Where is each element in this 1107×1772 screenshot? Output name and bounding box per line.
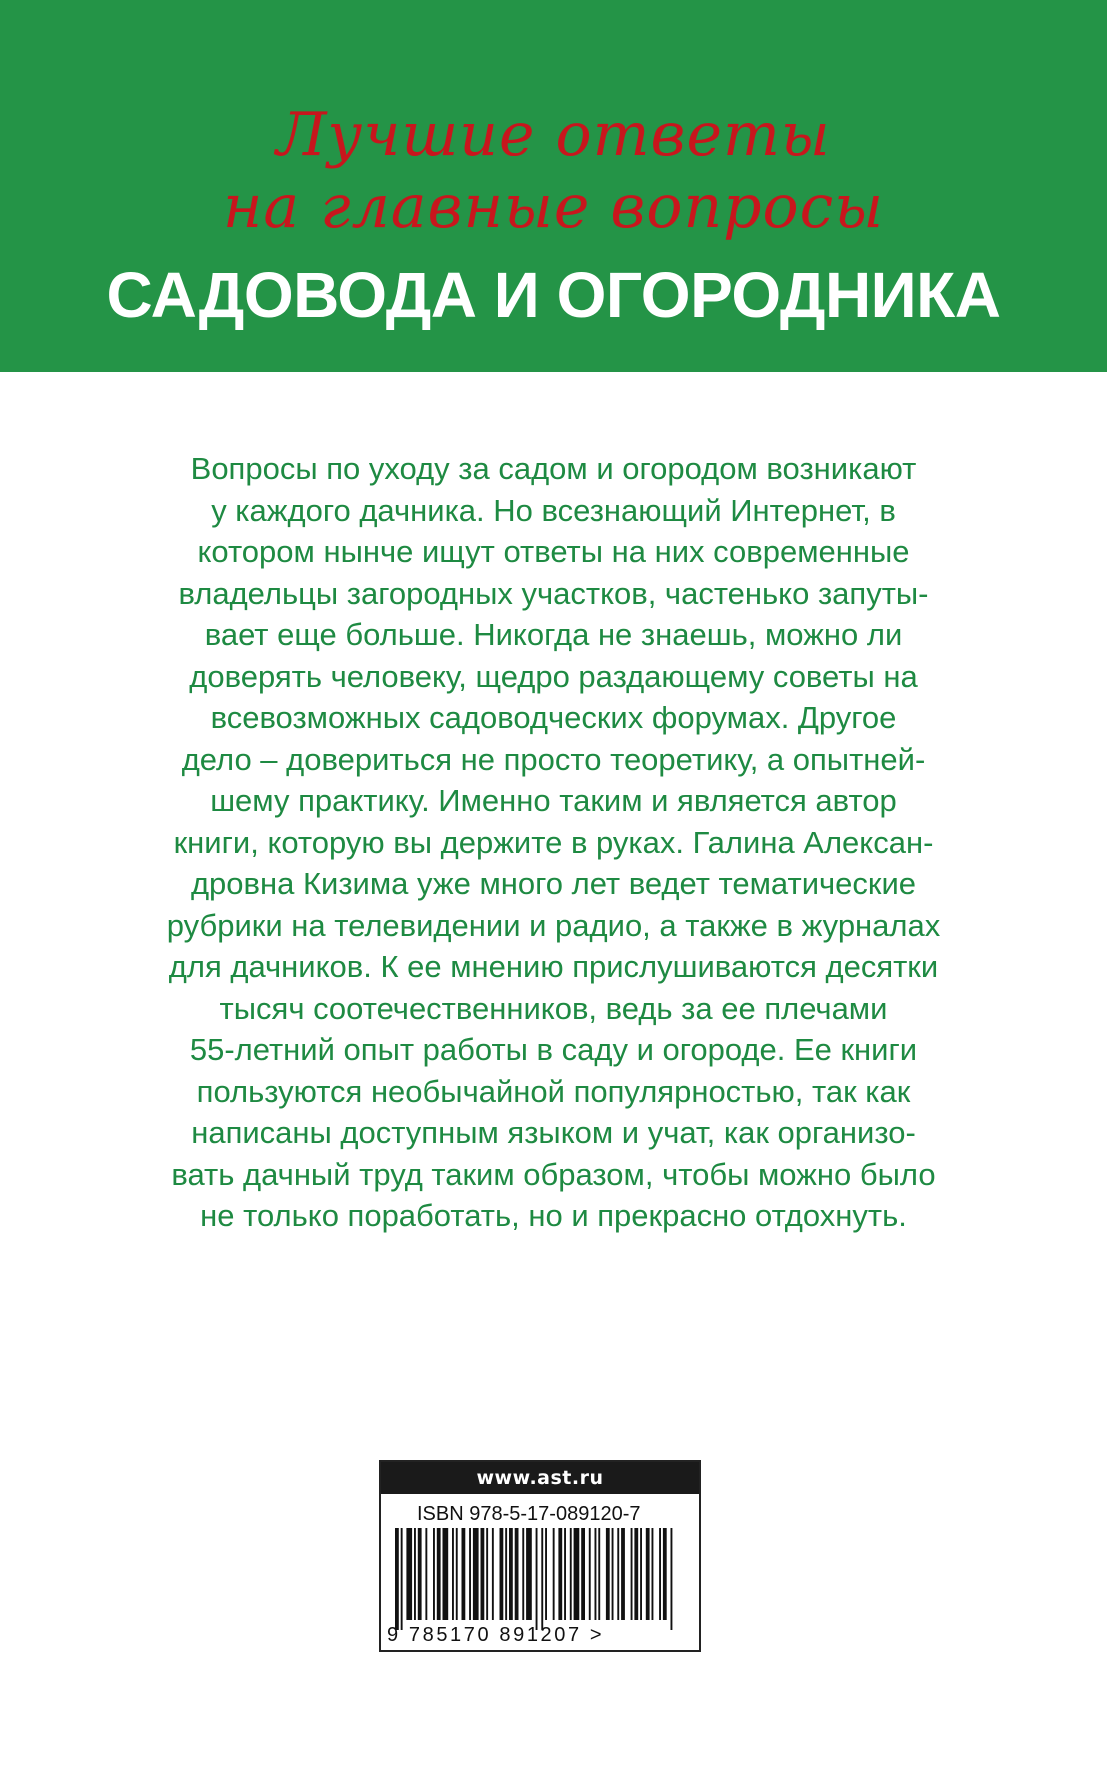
barcode-bar [414, 1528, 416, 1620]
barcode-bar [469, 1528, 471, 1620]
barcode-bar [437, 1528, 441, 1620]
barcode-bar [425, 1528, 427, 1620]
barcode-bar [646, 1528, 650, 1620]
barcode-bar [640, 1528, 642, 1620]
barcode-bar [663, 1528, 667, 1620]
barcode-bar [581, 1528, 585, 1620]
description-line: вать дачный труд таким образом, чтобы можно было [171, 1156, 936, 1192]
barcode-bar [617, 1528, 619, 1620]
barcode-bar [570, 1528, 572, 1620]
barcode-bar [505, 1528, 507, 1620]
description-line: для дачников. К ее мнению прислушиваются десятки [168, 949, 939, 984]
barcode-bar [406, 1528, 412, 1620]
book-description [80, 448, 1027, 1237]
description-line: дровна Кизима уже много лет ведет тематические [190, 866, 917, 901]
ean-digits: 9 785170 891207 > [387, 1624, 605, 1646]
barcode-bar [589, 1528, 591, 1620]
description-line: вает еще больше. Никогда не знаешь, можно ли [204, 617, 903, 652]
header-band [0, 0, 1107, 372]
barcode-bar [558, 1528, 562, 1620]
barcode-bar [545, 1528, 547, 1620]
barcode-bar [509, 1528, 513, 1620]
book-title: САДОВОДА И ОГОРОДНИКА [106, 259, 1001, 331]
barcode-bars [381, 1528, 699, 1638]
barcode-bar [433, 1528, 435, 1620]
isbn-number: ISBN 978-5-17-089120-7 [417, 1503, 641, 1525]
description-line: дело – довериться не просто теоретику, а опытней- [181, 741, 926, 777]
barcode-bar [634, 1528, 638, 1620]
barcode-bar [522, 1528, 524, 1620]
description-line: шему практику. Именно таким и является автор [210, 783, 897, 818]
barcode-bar [452, 1528, 454, 1620]
barcode-bar [595, 1528, 597, 1620]
barcode-bar [526, 1528, 532, 1620]
series-title-line-1: Лучшие ответы [276, 100, 831, 170]
description-line: написаны доступным языком и учат, как организо- [191, 1115, 916, 1150]
barcode-bar [659, 1528, 661, 1620]
description-line: всевозможных садоводческих форумах. Другое [210, 700, 897, 735]
barcode-bar [500, 1528, 504, 1620]
barcode-bar [481, 1528, 485, 1620]
description-line: 55-летний опыт работы в саду и огороде. Ее книги [189, 1032, 918, 1067]
barcode-bar [553, 1528, 555, 1620]
barcode-bar [574, 1528, 580, 1620]
barcode-bar [462, 1528, 466, 1620]
barcode-bar [612, 1528, 614, 1620]
description-line: владельцы загородных участков, частенько запуты- [178, 575, 929, 611]
series-title-line-2: на главные вопросы [222, 172, 885, 242]
description-line: тысяч соотечественников, ведь за ее плечами [219, 990, 888, 1026]
description-line: не только поработать, но и прекрасно отдохнуть. [200, 1198, 907, 1233]
description-line: котором нынче ищут ответы на них современные [197, 534, 910, 569]
description-line: Вопросы по уходу за садом и огородом возникают [190, 451, 917, 486]
barcode-bar [598, 1528, 600, 1620]
description-line: доверять человеку, щедро раздающему советы на [189, 658, 918, 694]
barcode-bar [541, 1528, 543, 1630]
barcode-bar [515, 1528, 519, 1620]
barcode-bar [492, 1528, 494, 1620]
barcode-bar [536, 1528, 538, 1630]
barcode-bar [395, 1528, 399, 1630]
barcode-bar [631, 1528, 633, 1620]
description-line: книги, которую вы держите в руках. Галина Алексан- [173, 824, 934, 860]
barcode-bar [564, 1528, 566, 1620]
barcode-bar [652, 1528, 654, 1620]
barcode-bar [606, 1528, 610, 1620]
barcode-bar [418, 1528, 422, 1620]
barcode-block [379, 1460, 701, 1652]
barcode-bar [401, 1528, 403, 1630]
description-line: у каждого дачника. Но всезнающий Интернет, в [211, 492, 896, 528]
description-line: пользуются необычайной популярностью, так как [196, 1073, 911, 1109]
barcode-bar [486, 1528, 488, 1620]
publisher-url: www.ast.ru [381, 1462, 699, 1494]
barcode-bar [456, 1528, 458, 1620]
barcode-bar [473, 1528, 479, 1620]
barcode-bar [443, 1528, 449, 1620]
barcode-bar [671, 1528, 673, 1630]
barcode-bar [621, 1528, 625, 1620]
description-line: рубрики на телевидении и радио, а также в журналах [166, 907, 941, 943]
